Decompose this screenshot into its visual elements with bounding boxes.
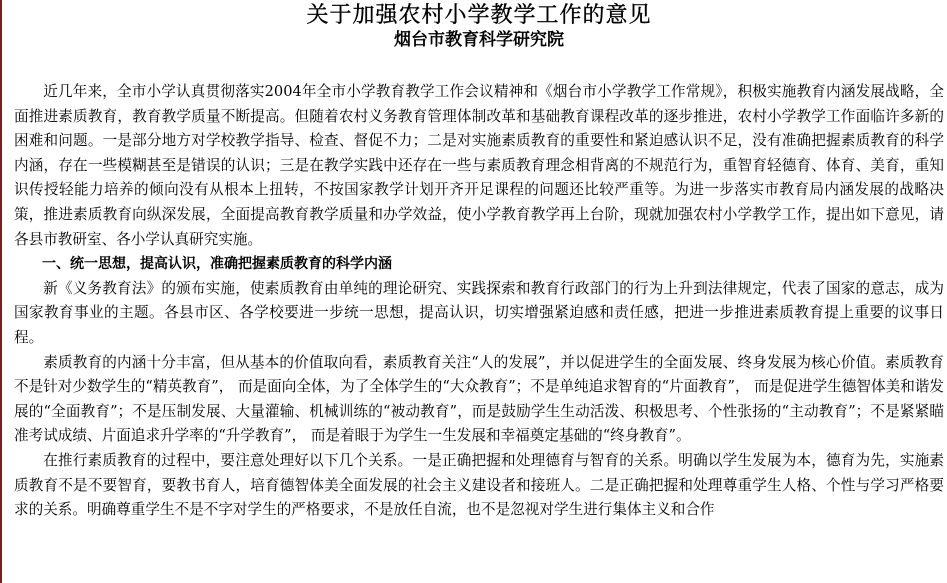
paragraph: 新《义务教育法》的颁布实施，使素质教育由单纯的理论研究、实践探索和教育行政部门的行为上升到法律规定，代表了国家的意志，成为国家教育事业的主题。各县市区、各学校要进一步统一思想，提高认识，切实增强紧迫感和责任感，把进一步推进素质教育提上重要的议事日程。 <box>14 279 944 346</box>
paragraph: 素质教育的内涵十分丰富，但从基本的价值取向看，素质教育关注“人的发展”，并以促进学生的全面发展、终身发展为核心价值。素质教育不是针对少数学生的“精英教育”， 而是面向全体，为了全体学生的“大众教育”；不是单纯追求智育的“片面教育”， 而是促进学生德智体美和谐发展的“全面教育”；不是压制发展、大量灌输、机械训练的“被动教育”，而是鼓励学生生动活泼、积极思考、个性张扬的“主动教育”；不是紧紧瞄准考试成绩、片面追求升学率的“升学教育”， 而是着眼于为学生一生发展和幸福奠定基础的“终身教育”。 <box>14 353 944 445</box>
paragraph: 在推行素质教育的过程中，要注意处理好以下几个关系。一是正确把握和处理德育与智育的关系。明确以学生发展为本，德育为先，实施素质教育不是不要智育，要教书育人，培育德智体美全面发展的社会主义建设者和接班人。二是正确把握和处理尊重学生人格、个性与学习严格要求的关系。明确尊重学生不是不字对学生的严格要求，不是放任自流，也不是忽视对学生进行集体主义和合作 <box>14 451 944 519</box>
section-heading-1: 一、统一思想，提高认识，准确把握素质教育的科学内涵 <box>42 256 392 273</box>
paragraph-intro: 近几年来，全市小学认真贯彻落实2004年全市小学教育教学工作会议精神和《烟台市小学教学工作常规》，积极实施教育内涵发展战略，全面推进素质教育，教育教学质量不断提高。但随着农村义务教育管理体制改革和基础教育课程改革的逐步推进，农村小学教学工作面临许多新的困难和问题。一是部分地方对学校教学指导、检查、督促不力；二是对实施素质教育的重要性和紧迫感认识不足，没有准确把握素质教育的科学内涵，存在一些模糊甚至是错误的认识；三是在教学实践中还存在一些与素质教育理念相背离的不规范行为，重智育轻德育、体育、美育，重知识传授轻能力培养的倾向没有从根本上扭转，不按国家教学计划开齐开足课程的问题还比较严重等。为进一步落实市教育局内涵发展的战略决策，推进素质教育向纵深发展，全面提高教育教学质量和办学效益，使小学教育教学再上台阶，现就加强农村小学教学工作，提出如下意见，请各县市教研室、各小学认真研究实施。 <box>14 83 944 248</box>
document-body <box>14 80 944 523</box>
document-title: 关于加强农村小学教学工作的意见 <box>306 3 652 28</box>
document-author: 烟台市教育科学研究院 <box>394 30 564 50</box>
document <box>14 0 944 523</box>
page-left-border <box>0 0 2 583</box>
